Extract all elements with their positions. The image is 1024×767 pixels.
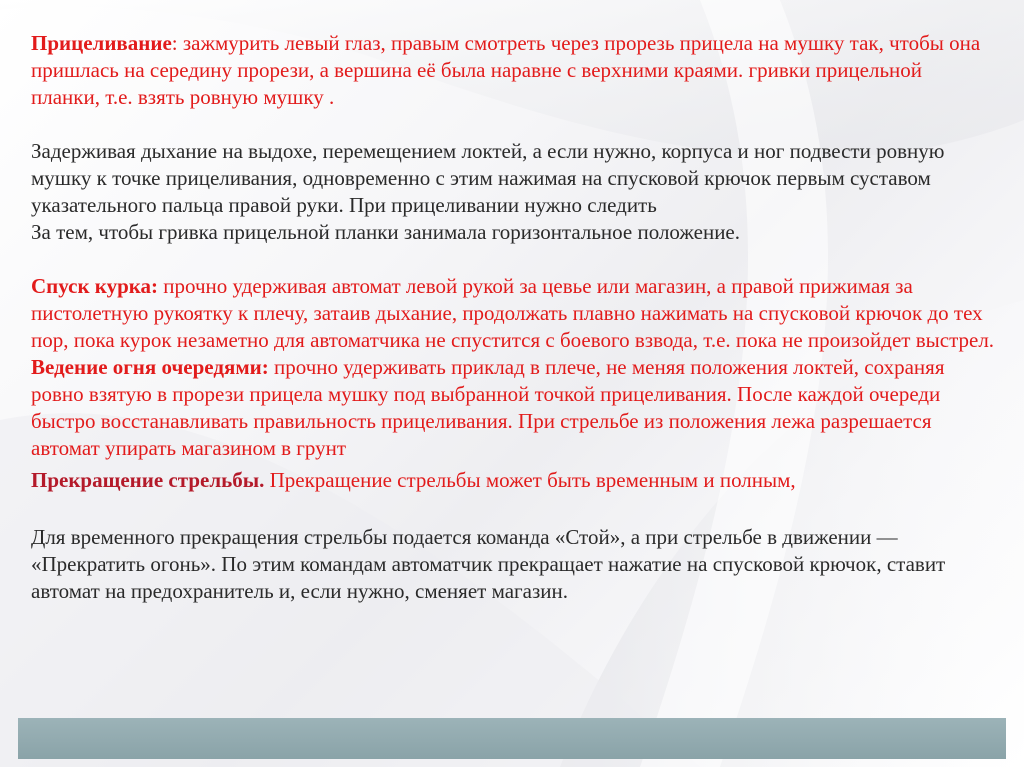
paragraph-cease-fire bbox=[31, 467, 996, 494]
text-aiming: зажмурить левый глаз, правым смотреть через прорезь прицела на мушку так, чтобы она пришлась на середину прорези, а вершина её была наравне с верхними краями. гривки прицельной планки, т.е. взять ровную мушку . bbox=[31, 31, 981, 109]
text-breathing-2: За тем, чтобы гривка прицельной планки занимала горизонтальное положение. bbox=[31, 220, 741, 244]
text-cease-fire: Прекращение стрельбы может быть временным и полным, bbox=[264, 468, 796, 492]
bottom-bar bbox=[18, 718, 1006, 759]
paragraph-trigger bbox=[31, 273, 996, 354]
heading-burst-fire: Ведение огня очередями: bbox=[31, 355, 269, 379]
slide-content bbox=[31, 30, 996, 605]
text-trigger: прочно удерживая автомат левой рукой за цевье или магазин, а правой прижимая за пистолетную рукоятку к плечу, затаив дыхание, продолжать плавно нажимать на спусковой крючок до тех пор, пока курок незаметно для автоматчика не спустится с боевого взвода, т.е. пока не произойдет выстрел. bbox=[31, 274, 995, 352]
heading-cease-fire: Прекращение стрельбы. bbox=[31, 468, 265, 492]
paragraph-burst-fire bbox=[31, 354, 996, 462]
paragraph-temporary-stop bbox=[31, 524, 996, 605]
text-temporary-stop: Для временного прекращения стрельбы подается команда «Стой», а при стрельбе в движении — «Прекратить огонь». По этим командам автоматчик прекращает нажатие на спусковой крючок, ставит автомат на предохранитель и, если нужно, сменяет магазин. bbox=[31, 525, 946, 603]
heading-aiming: Прицеливание bbox=[31, 31, 172, 55]
paragraph-aiming bbox=[31, 30, 996, 111]
heading-aiming-separator: : bbox=[171, 31, 178, 55]
text-burst-fire: прочно удерживать приклад в плече, не меняя положения локтей, сохраняя ровно взятую в прорези прицела мушку под выбранной точкой прицеливания. После каждой очереди быстро восстанавливать правильность прицеливания. При стрельбе из положения лежа разрешается автомат упирать магазином в грунт bbox=[31, 355, 945, 460]
heading-trigger: Спуск курка: bbox=[31, 274, 159, 298]
paragraph-breathing bbox=[31, 138, 996, 246]
text-breathing: Задерживая дыхание на выдохе, перемещением локтей, а если нужно, корпуса и ног подвести ровную мушку к точке прицеливания, одновременно с этим нажимая на спусковой крючок первым суставом указательного пальца правой руки. При прицеливании нужно следить bbox=[31, 139, 945, 217]
